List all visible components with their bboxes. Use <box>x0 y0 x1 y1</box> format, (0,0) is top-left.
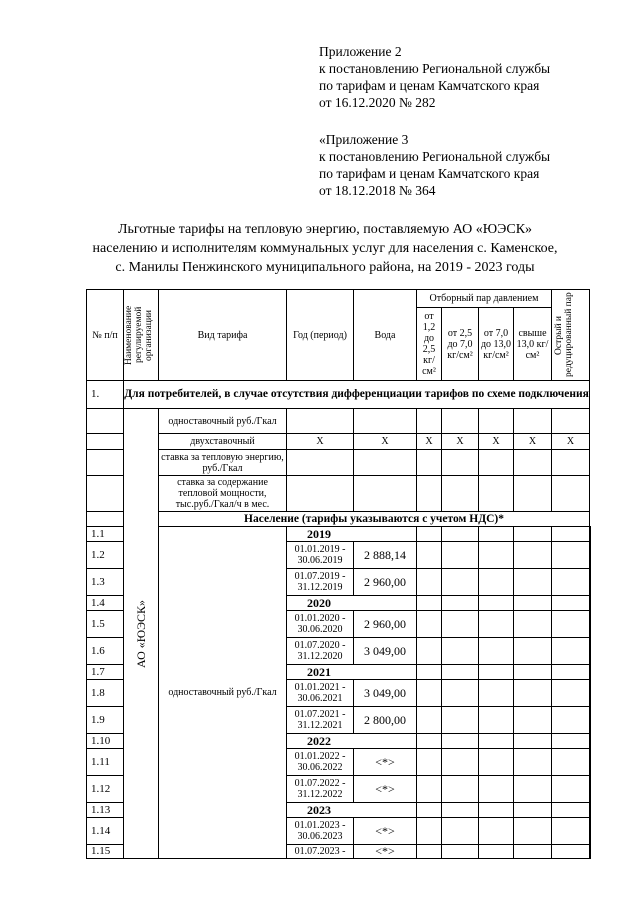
tariff-value: 3 049,00 <box>354 638 417 665</box>
x-mark: Х <box>479 434 514 450</box>
period: 01.01.2019 - 30.06.2019 <box>287 542 354 569</box>
header-line: по тарифам и ценам Камчатского края <box>319 166 540 181</box>
x-mark: Х <box>442 434 479 450</box>
period: 01.07.2023 - <box>287 845 354 859</box>
x-mark: Х <box>417 434 442 450</box>
col-header-kind: Вид тарифа <box>159 290 287 381</box>
period: 01.07.2019 - 31.12.2019 <box>287 569 354 596</box>
period: 01.07.2020 - 31.12.2020 <box>287 638 354 665</box>
col-header-year: Год (период) <box>287 290 354 381</box>
kind-one-rate: одноставочный руб./Гкал <box>159 409 287 434</box>
title-line: Льготные тарифы на тепловую энергию, поставляемую АО «ЮЭСК» <box>117 222 533 237</box>
period: 01.01.2022 - 30.06.2022 <box>287 749 354 776</box>
row-num: 1.8 <box>87 680 124 707</box>
population-kind: одноставочный руб./Гкал <box>159 527 287 859</box>
row-num: 1.10 <box>87 734 124 749</box>
x-mark: Х <box>287 434 354 450</box>
col-header-p2: от 2,5 до 7,0 кг/см² <box>442 308 479 381</box>
tariff-table <box>86 289 591 859</box>
section-title: Для потребителей, в случае отсутствия дифференциации тарифов по схеме подключения <box>124 381 590 409</box>
previous-appendix-header <box>319 131 550 199</box>
tariff-value: <*> <box>354 749 417 776</box>
header-line: к постановлению Региональной службы <box>319 61 551 76</box>
period: 01.01.2020 - 30.06.2020 <box>287 611 354 638</box>
document-title <box>70 220 580 277</box>
col-header-org: Наименование регулируемой организации <box>124 290 159 381</box>
year-label: 2019 <box>287 527 417 542</box>
tariff-value: 2 960,00 <box>354 569 417 596</box>
col-header-p1: от 1,2 до 2,5 кг/см² <box>417 308 442 381</box>
col-header-p4: свыше 13,0 кг/см² <box>514 308 552 381</box>
header-line: от 18.12.2018 № 364 <box>319 183 436 198</box>
title-line: с. Манилы Пенжинского муниципального района, на 2019 - 2023 годы <box>115 260 535 275</box>
row-num: 1.4 <box>87 596 124 611</box>
tariff-value: 3 049,00 <box>354 680 417 707</box>
row-num: 1.15 <box>87 845 124 859</box>
col-header-sharp-steam: Острый и редуцированный пар <box>552 290 590 381</box>
col-header-p3: от 7,0 до 13,0 кг/см² <box>479 308 514 381</box>
kind-two-rate: двухставочный <box>159 434 287 450</box>
row-num: 1.6 <box>87 638 124 665</box>
row-num: 1.14 <box>87 818 124 845</box>
col-header-steam: Отборный пар давлением <box>417 290 552 308</box>
header-line: «Приложение 3 <box>319 132 409 147</box>
rate-power: ставка за содержание тепловой мощности, тыс.руб./Гкал/ч в мес. <box>159 476 287 512</box>
tariff-value: <*> <box>354 818 417 845</box>
header-line: Приложение 2 <box>319 44 402 59</box>
tariff-value: <*> <box>354 776 417 803</box>
header-line: от 16.12.2020 № 282 <box>319 95 436 110</box>
title-line: населению и исполнителям коммунальных услуг для населения с. Каменское, <box>92 241 558 256</box>
year-label: 2022 <box>287 734 417 749</box>
row-num: 1.12 <box>87 776 124 803</box>
x-mark: Х <box>514 434 552 450</box>
header-line: по тарифам и ценам Камчатского края <box>319 78 540 93</box>
appendix-header <box>319 43 550 111</box>
tariff-value: 2 960,00 <box>354 611 417 638</box>
rate-heat: ставка за тепловую энергию, руб./Гкал <box>159 450 287 476</box>
row-num: 1.9 <box>87 707 124 734</box>
row-num: 1.7 <box>87 665 124 680</box>
org-name-cell: АО «ЮЭСК» <box>124 409 159 859</box>
period: 01.07.2021 - 31.12.2021 <box>287 707 354 734</box>
period: 01.01.2023 - 30.06.2023 <box>287 818 354 845</box>
tariff-value: 2 800,00 <box>354 707 417 734</box>
row-num: 1.3 <box>87 569 124 596</box>
year-label: 2021 <box>287 665 417 680</box>
row-num: 1.1 <box>87 527 124 542</box>
tariff-value: <*> <box>354 845 417 859</box>
tariff-value: 2 888,14 <box>354 542 417 569</box>
row-num: 1.2 <box>87 542 124 569</box>
population-heading: Население (тарифы указываются с учетом НДС)* <box>159 512 590 527</box>
period: 01.01.2021 - 30.06.2021 <box>287 680 354 707</box>
row-num: 1.13 <box>87 803 124 818</box>
section-num: 1. <box>87 381 124 409</box>
x-mark: Х <box>552 434 590 450</box>
year-label: 2023 <box>287 803 417 818</box>
year-label: 2020 <box>287 596 417 611</box>
period: 01.07.2022 - 31.12.2022 <box>287 776 354 803</box>
row-num: 1.5 <box>87 611 124 638</box>
row-num: 1.11 <box>87 749 124 776</box>
header-line: к постановлению Региональной службы <box>319 149 551 164</box>
col-header-water: Вода <box>354 290 417 381</box>
x-mark: Х <box>354 434 417 450</box>
col-header-num: № п/п <box>87 290 124 381</box>
